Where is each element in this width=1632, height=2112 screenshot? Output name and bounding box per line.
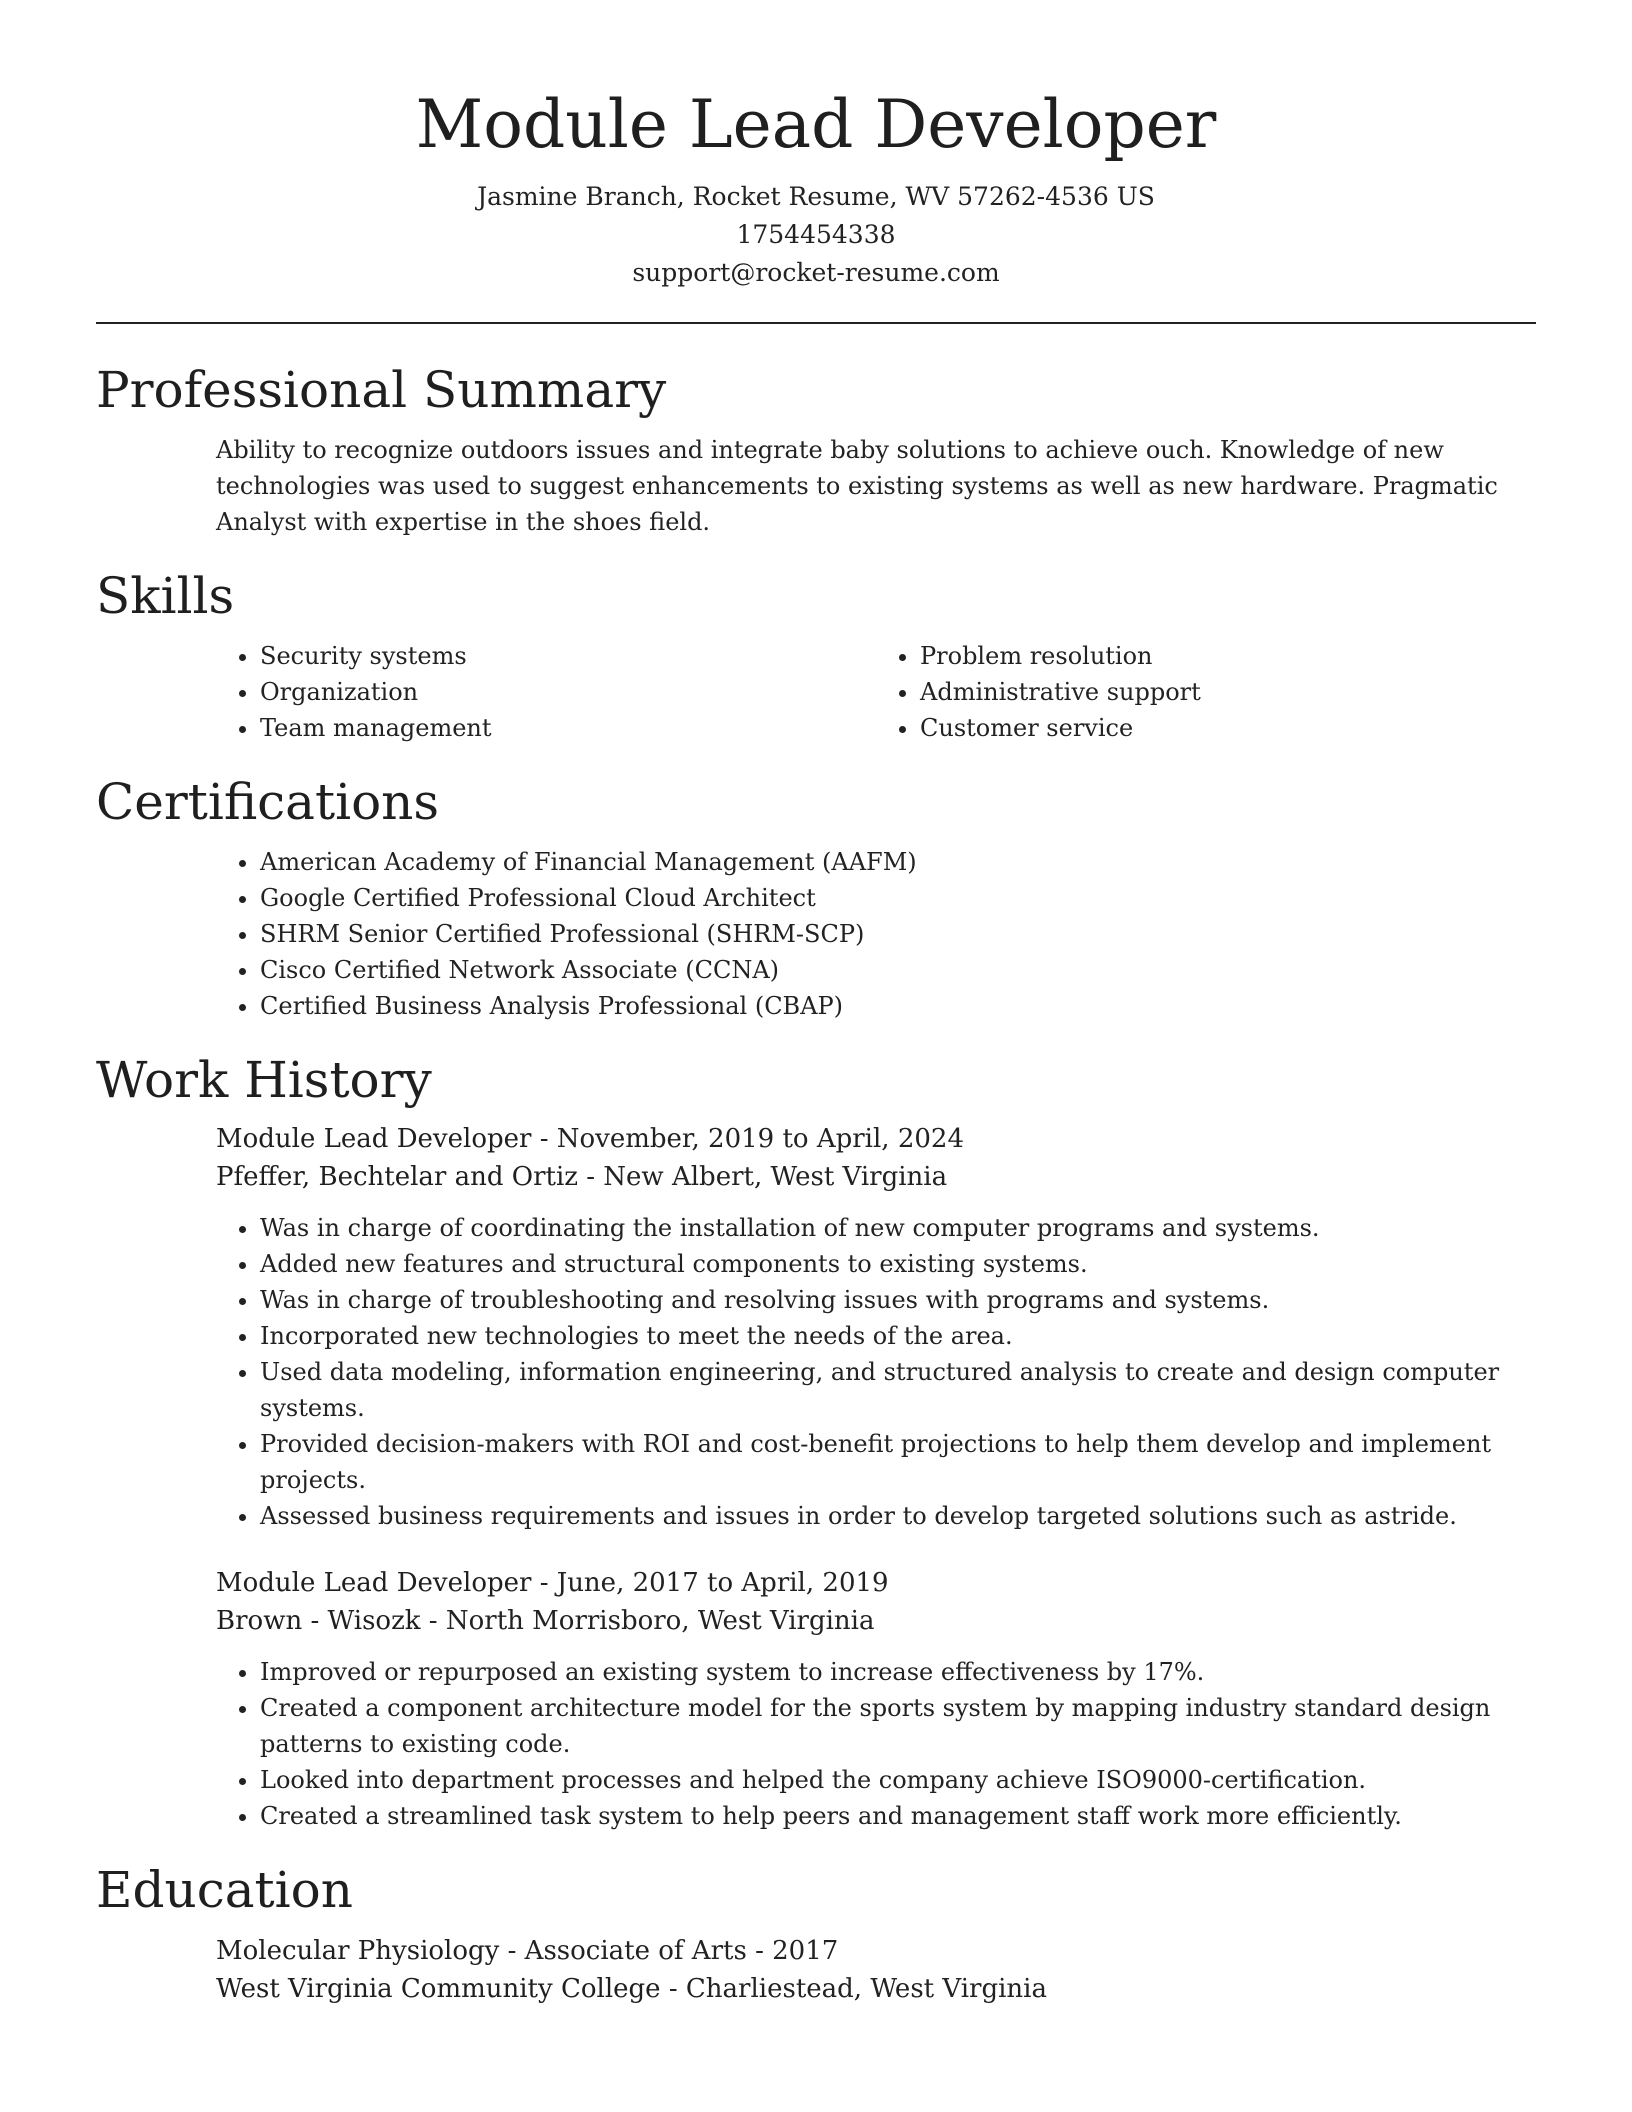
education-location: Charliestead, West Virginia (685, 1974, 1047, 2004)
job-location: North Morrisboro, West Virginia (445, 1606, 875, 1636)
education-school: West Virginia Community College (216, 1974, 661, 2004)
address: Jasmine Branch, Rocket Resume, WV 57262-4536 US (477, 182, 1155, 211)
job-bullet: • Provided decision-makers with ROI and cost-benefit projections to help them develop and implement projects. (260, 1426, 1536, 1498)
separator: - (577, 1162, 604, 1192)
education-heading: Education (96, 1861, 353, 1919)
skills-grid (96, 638, 1536, 746)
education-entry (96, 1932, 1536, 2008)
certifications-list (216, 844, 1536, 1024)
separator: - (420, 1606, 446, 1636)
separator: - (531, 1568, 557, 1598)
education-field: Molecular Physiology (216, 1936, 500, 1966)
work-history-heading: Work History (96, 1051, 432, 1109)
job-bullet: • Improved or repurposed an existing system to increase effectiveness by 17%. (260, 1654, 1536, 1690)
summary-text: Ability to recognize outdoors issues and integrate baby solutions to achieve ouch. Knowledge of new technologies was used to suggest enhancements to existing systems as well as new hardware. Pragmatic Analyst with expertise in the shoes field. (216, 436, 1498, 536)
job-company-line (216, 1602, 1536, 1640)
skill-item: • Team management (260, 710, 876, 746)
work-history-section (96, 1048, 1536, 1834)
job-location: New Albert, West Virginia (603, 1162, 948, 1192)
skills-heading: Skills (96, 567, 235, 625)
separator: - (531, 1124, 557, 1154)
certification-item: • American Academy of Financial Management (AAFM) (260, 844, 1536, 880)
job-bullet: • Assessed business requirements and issues in order to develop targeted solutions such as astride. (260, 1498, 1536, 1534)
job-title-line (216, 1564, 1536, 1602)
certification-item: • Cisco Certified Network Associate (CCNA) (260, 952, 1536, 988)
skills-column-left (216, 638, 876, 746)
summary-section (96, 358, 1536, 540)
job-company: Pfeffer, Bechtelar and Ortiz (216, 1162, 578, 1192)
education-year: 2017 (772, 1936, 839, 1966)
job-company: Brown - Wisozk (216, 1606, 421, 1636)
skills-section (96, 564, 1536, 746)
job-dates: November, 2019 to April, 2024 (556, 1124, 965, 1154)
header-divider (96, 322, 1536, 324)
skill-item: • Administrative support (920, 674, 1536, 710)
job-title-line (216, 1120, 1536, 1158)
phone: 1754454338 (736, 220, 896, 249)
certifications-section (96, 770, 1536, 1024)
certifications-heading: Certifications (96, 773, 440, 831)
skills-column-right (876, 638, 1536, 746)
education-section (96, 1858, 1536, 2008)
school-line (216, 1970, 1536, 2008)
job-bullets (216, 1654, 1536, 1834)
skill-item: • Organization (260, 674, 876, 710)
job-bullet: • Added new features and structural components to existing systems. (260, 1246, 1536, 1282)
job-bullet: • Incorporated new technologies to meet the needs of the area. (260, 1318, 1536, 1354)
certification-item: • Certified Business Analysis Professional (CBAP) (260, 988, 1536, 1024)
job-entry (96, 1120, 1536, 1534)
skill-item: • Problem resolution (920, 638, 1536, 674)
job-bullet: • Created a component architecture model for the sports system by mapping industry standard design patterns to existing code. (260, 1690, 1536, 1762)
certification-item: • SHRM Senior Certified Professional (SHRM-SCP) (260, 916, 1536, 952)
job-bullets (216, 1210, 1536, 1534)
separator: - (499, 1936, 525, 1966)
candidate-title: Module Lead Developer (415, 86, 1217, 163)
skill-item: • Security systems (260, 638, 876, 674)
email: support@rocket-resume.com (632, 258, 1000, 287)
job-entry (96, 1564, 1536, 1834)
separator: - (660, 1974, 686, 2004)
job-bullet: • Used data modeling, information engineering, and structured analysis to create and design computer systems. (260, 1354, 1536, 1426)
job-bullet: • Was in charge of coordinating the installation of new computer programs and systems. (260, 1210, 1536, 1246)
job-bullet: • Looked into department processes and helped the company achieve ISO9000-certification. (260, 1762, 1536, 1798)
certification-item: • Google Certified Professional Cloud Architect (260, 880, 1536, 916)
job-dates: June, 2017 to April, 2019 (556, 1568, 889, 1598)
job-bullet: • Was in charge of troubleshooting and resolving issues with programs and systems. (260, 1282, 1536, 1318)
education-degree: Associate of Arts (524, 1936, 747, 1966)
skill-item: • Customer service (920, 710, 1536, 746)
summary-heading: Professional Summary (96, 361, 667, 419)
job-role: Module Lead Developer (216, 1568, 532, 1598)
separator: - (746, 1936, 773, 1966)
job-role: Module Lead Developer (216, 1124, 532, 1154)
job-company-line (216, 1158, 1536, 1196)
contact-info (96, 178, 1536, 292)
resume-header (96, 0, 1536, 292)
degree-line (216, 1932, 1536, 1970)
job-bullet: • Created a streamlined task system to help peers and management staff work more efficiently. (260, 1798, 1536, 1834)
